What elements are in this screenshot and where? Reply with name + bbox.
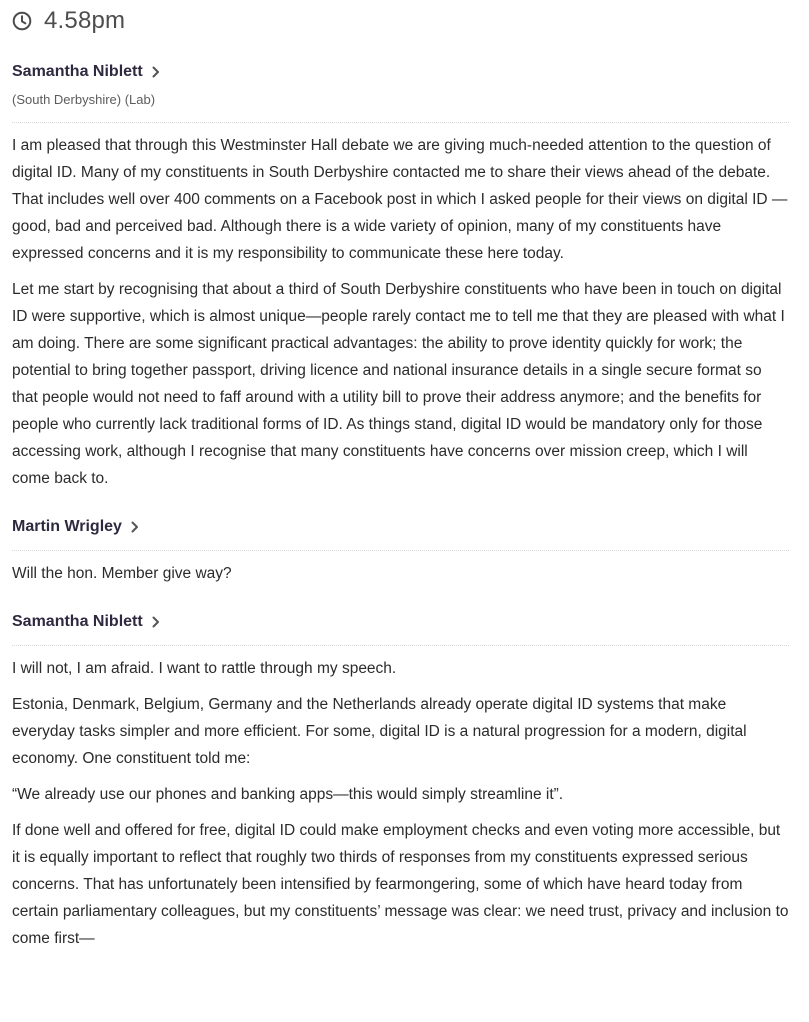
speech-paragraph: If done well and offered for free, digital ID could make employment checks and even voting more accessible, but it is equally important to reflect that roughly two thirds of responses from my constituents expressed serious concerns. That has unfortunately been intensified by fearmongering, some of which have heard today from certain parliamentary colleagues, but my constituents’ message was clear: we need trust, privacy and inclusion to come first—	[12, 822, 789, 947]
speaker-name[interactable]: Samantha Niblett	[12, 613, 143, 630]
speaker-name[interactable]: Martin Wrigley	[12, 518, 122, 535]
clock-icon	[12, 11, 32, 31]
divider	[12, 645, 789, 646]
speaker-constituency: (South Derbyshire) (Lab)	[12, 92, 156, 107]
divider	[12, 550, 789, 551]
speech-paragraph: Will the hon. Member give way?	[12, 565, 232, 582]
speaker-link[interactable]	[12, 611, 789, 633]
speaker-link[interactable]	[12, 516, 789, 538]
timestamp-row	[12, 1, 789, 41]
speech-paragraph: Estonia, Denmark, Belgium, Germany and the Netherlands already operate digital ID systems that make everyday tasks simpler and more efficient. For some, digital ID is a natural progression for a modern, digital economy. One constituent told me:	[12, 696, 747, 767]
contribution	[12, 611, 789, 952]
timestamp: 4.58pm	[44, 7, 126, 34]
contribution	[12, 516, 789, 587]
chevron-right-icon[interactable]	[151, 616, 161, 628]
speaker-name[interactable]: Samantha Niblett	[12, 63, 143, 80]
speech-paragraph: I am pleased that through this Westminster Hall debate we are giving much-needed attention to the question of digital ID. Many of my constituents in South Derbyshire contacted me to share their views ahead of the debate. That includes well over 400 comments on a Facebook post in which I asked people for their views on digital ID —good, bad and perceived bad. Although there is a wide variety of opinion, many of my constituents have expressed concerns and it is my responsibility to communicate these here today.	[12, 137, 788, 262]
contribution	[12, 61, 789, 492]
chevron-right-icon[interactable]	[130, 521, 140, 533]
chevron-right-icon[interactable]	[151, 66, 161, 78]
debate-page	[0, 1, 809, 1022]
divider	[12, 122, 789, 123]
speech-quote: “We already use our phones and banking apps—this would simply streamline it”.	[12, 786, 564, 803]
speech-paragraph: Let me start by recognising that about a third of South Derbyshire constituents who have been in touch on digital ID were supportive, which is almost unique—people rarely contact me to tell me that they are pleased with what I am doing. There are some significant practical advantages: the ability to prove identity quickly for work; the potential to bring together passport, driving licence and national insurance details in a single secure format so that people would not need to faff around with a utility bill to prove their address anymore; and the benefits for people who currently lack traditional forms of ID. As things stand, digital ID would be mandatory only for those accessing work, although I recognise that many constituents have concerns over mission creep, which I will come back to.	[12, 281, 785, 487]
speaker-link[interactable]	[12, 61, 789, 83]
speech-paragraph: I will not, I am afraid. I want to rattle through my speech.	[12, 660, 397, 677]
